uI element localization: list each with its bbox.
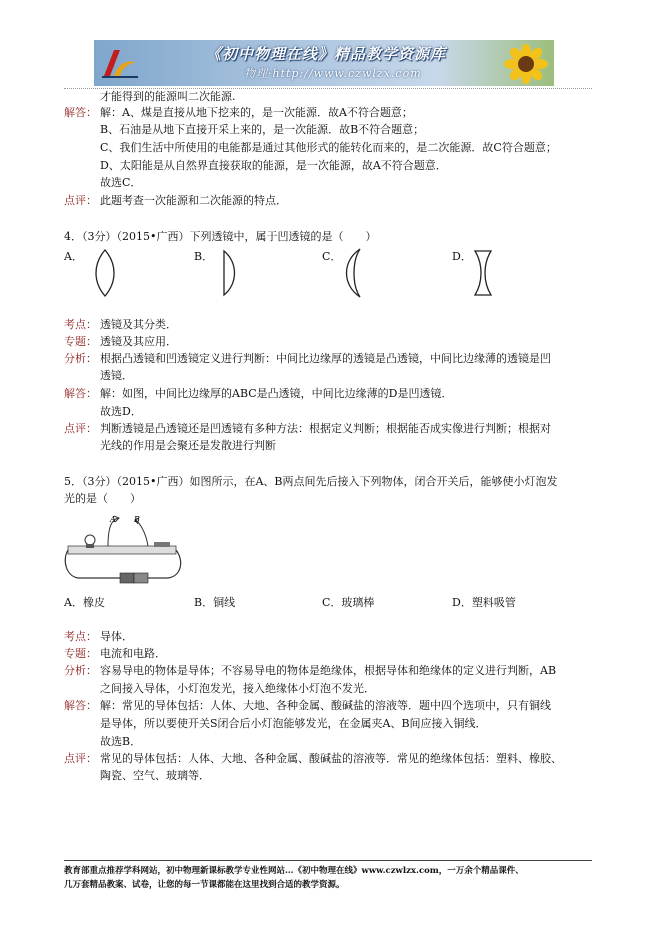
bulb-icon xyxy=(85,535,95,545)
q5-answer-label: 解答： xyxy=(64,699,97,712)
q5-analysis-line: 之间接入导体，小灯泡发光，接入绝缘体小灯泡不发光． xyxy=(100,682,375,695)
footer-line: 几万套精品教案、试卷，让您的每一节课都能在这里找到合适的教学资源。 xyxy=(64,880,345,890)
q5-option: B．铜线 xyxy=(194,596,236,609)
q4-answer-line: 故选D． xyxy=(100,405,142,418)
q5-topic: 导体． xyxy=(100,630,133,643)
circuit-diagram xyxy=(64,512,184,590)
q5-comment-line: 常见的导体包括：人体、大地、各种金属、酸碱盐的溶液等．常见的绝缘体包括：塑料、橡胶、 xyxy=(100,752,562,765)
q3-analysis-continuation: 才能得到的能源叫二次能源. xyxy=(100,90,236,103)
banner-title: 《初中物理在线》精品教学资源库 xyxy=(206,45,447,63)
q4-comment-line: 光线的作用是会聚还是发散进行判断 xyxy=(100,439,276,452)
q4-subject: 透镜及其应用． xyxy=(100,335,177,348)
q4-analysis-line: 透镜． xyxy=(100,369,133,382)
plano-convex-lens-icon xyxy=(216,248,242,298)
battery-icon xyxy=(120,573,134,583)
q5-comment-label: 点评： xyxy=(64,752,97,765)
footer-rule xyxy=(64,860,592,861)
q5-stem-line: 光的是（ ） xyxy=(64,492,141,505)
sunflower-icon xyxy=(504,44,548,84)
footer-line: 教育部重点推荐学科网站，初中物理新课标教学专业性网站…《初中物理在线》www.czwlzx.com，一万余个精品课件、 xyxy=(64,866,524,876)
q4-analysis-label: 分析： xyxy=(64,352,97,365)
q4-analysis-line: 根据凸透镜和凹透镜定义进行判断：中间比边缘厚的透镜是凸透镜，中间比边缘薄的透镜是凹 xyxy=(100,352,551,365)
q5-answer-line: 解：常见的导体包括：人体、大地、各种金属、酸碱盐的溶液等．题中四个选项中，只有铜线 xyxy=(100,699,551,712)
q5-analysis-line: 容易导电的物体是导体；不容易导电的物体是绝缘体，根据导体和绝缘体的定义进行判断，AB xyxy=(100,664,557,677)
q5-subject: 电流和电路． xyxy=(100,647,166,660)
q4-stem: 4．（3分）（2015•广西）下列透镜中，属于凹透镜的是（ ） xyxy=(64,230,377,243)
q4-answer-label: 解答： xyxy=(64,387,97,400)
q4-option-letter: B． xyxy=(194,250,214,263)
header-banner xyxy=(94,40,554,86)
switch-icon xyxy=(154,542,170,547)
site-logo-icon xyxy=(100,46,140,80)
q3-answer-label: 解答： xyxy=(64,106,97,119)
q3-comment: 此题考查一次能源和二次能源的特点． xyxy=(100,194,287,207)
q4-option-letter: D． xyxy=(452,250,472,263)
header-rule xyxy=(64,88,592,89)
biconvex-lens-icon xyxy=(90,248,120,298)
q5-comment-line: 陶瓷、空气、玻璃等． xyxy=(100,769,210,782)
q3-answer-line: 解：A、煤是直接从地下挖来的，是一次能源．故A不符合题意； xyxy=(100,106,413,119)
q4-topic: 透镜及其分类． xyxy=(100,318,177,331)
q5-subject-label: 专题： xyxy=(64,647,97,660)
terminal-a-label: A xyxy=(110,515,116,524)
q4-answer-line: 解：如图，中间比边缘厚的ABC是凸透镜，中间比边缘薄的D是凹透镜． xyxy=(100,387,453,400)
q5-option: C．玻璃棒 xyxy=(322,596,375,609)
q3-answer-line: C、我们生活中所使用的电能都是通过其他形式的能转化而来的，是二次能源．故C符合题意； xyxy=(100,141,557,154)
q4-topic-label: 考点： xyxy=(64,318,97,331)
q5-answer-line: 是导体，所以要使开关S闭合后小灯泡能够发光，在金属夹A、B间应接入铜线． xyxy=(100,717,487,730)
q3-answer-line: D、太阳能是从自然界直接获取的能源，是一次能源，故A不符合题意． xyxy=(100,159,447,172)
q4-option-letter: C． xyxy=(322,250,342,263)
biconcave-lens-icon xyxy=(470,248,496,298)
q5-option: A．橡皮 xyxy=(64,596,105,609)
q5-stem-line: 5．（3分）（2015•广西）如图所示，在A、B两点间先后接入下列物体，闭合开关后，能够使小灯泡发 xyxy=(64,475,558,488)
q5-topic-label: 考点： xyxy=(64,630,97,643)
q5-analysis-label: 分析： xyxy=(64,664,97,677)
terminal-b-label: B xyxy=(134,515,140,524)
q5-option: D．塑料吸管 xyxy=(452,596,516,609)
q3-answer-line: B、石油是从地下直接开采上来的，是一次能源．故B不符合题意； xyxy=(100,123,425,136)
q3-comment-label: 点评： xyxy=(64,194,97,207)
q4-comment-label: 点评： xyxy=(64,422,97,435)
q4-subject-label: 专题： xyxy=(64,335,97,348)
q4-comment-line: 判断透镜是凸透镜还是凹透镜有多种方法：根据定义判断；根据能否成实像进行判断；根据对 xyxy=(100,422,551,435)
banner-url: 物理·http://www.czwlzx.com xyxy=(244,67,422,80)
meniscus-lens-icon xyxy=(340,247,370,299)
q4-option-letter: A． xyxy=(64,250,83,263)
q5-answer-line: 故选B． xyxy=(100,735,142,748)
q3-answer-line: 故选C． xyxy=(100,176,142,189)
